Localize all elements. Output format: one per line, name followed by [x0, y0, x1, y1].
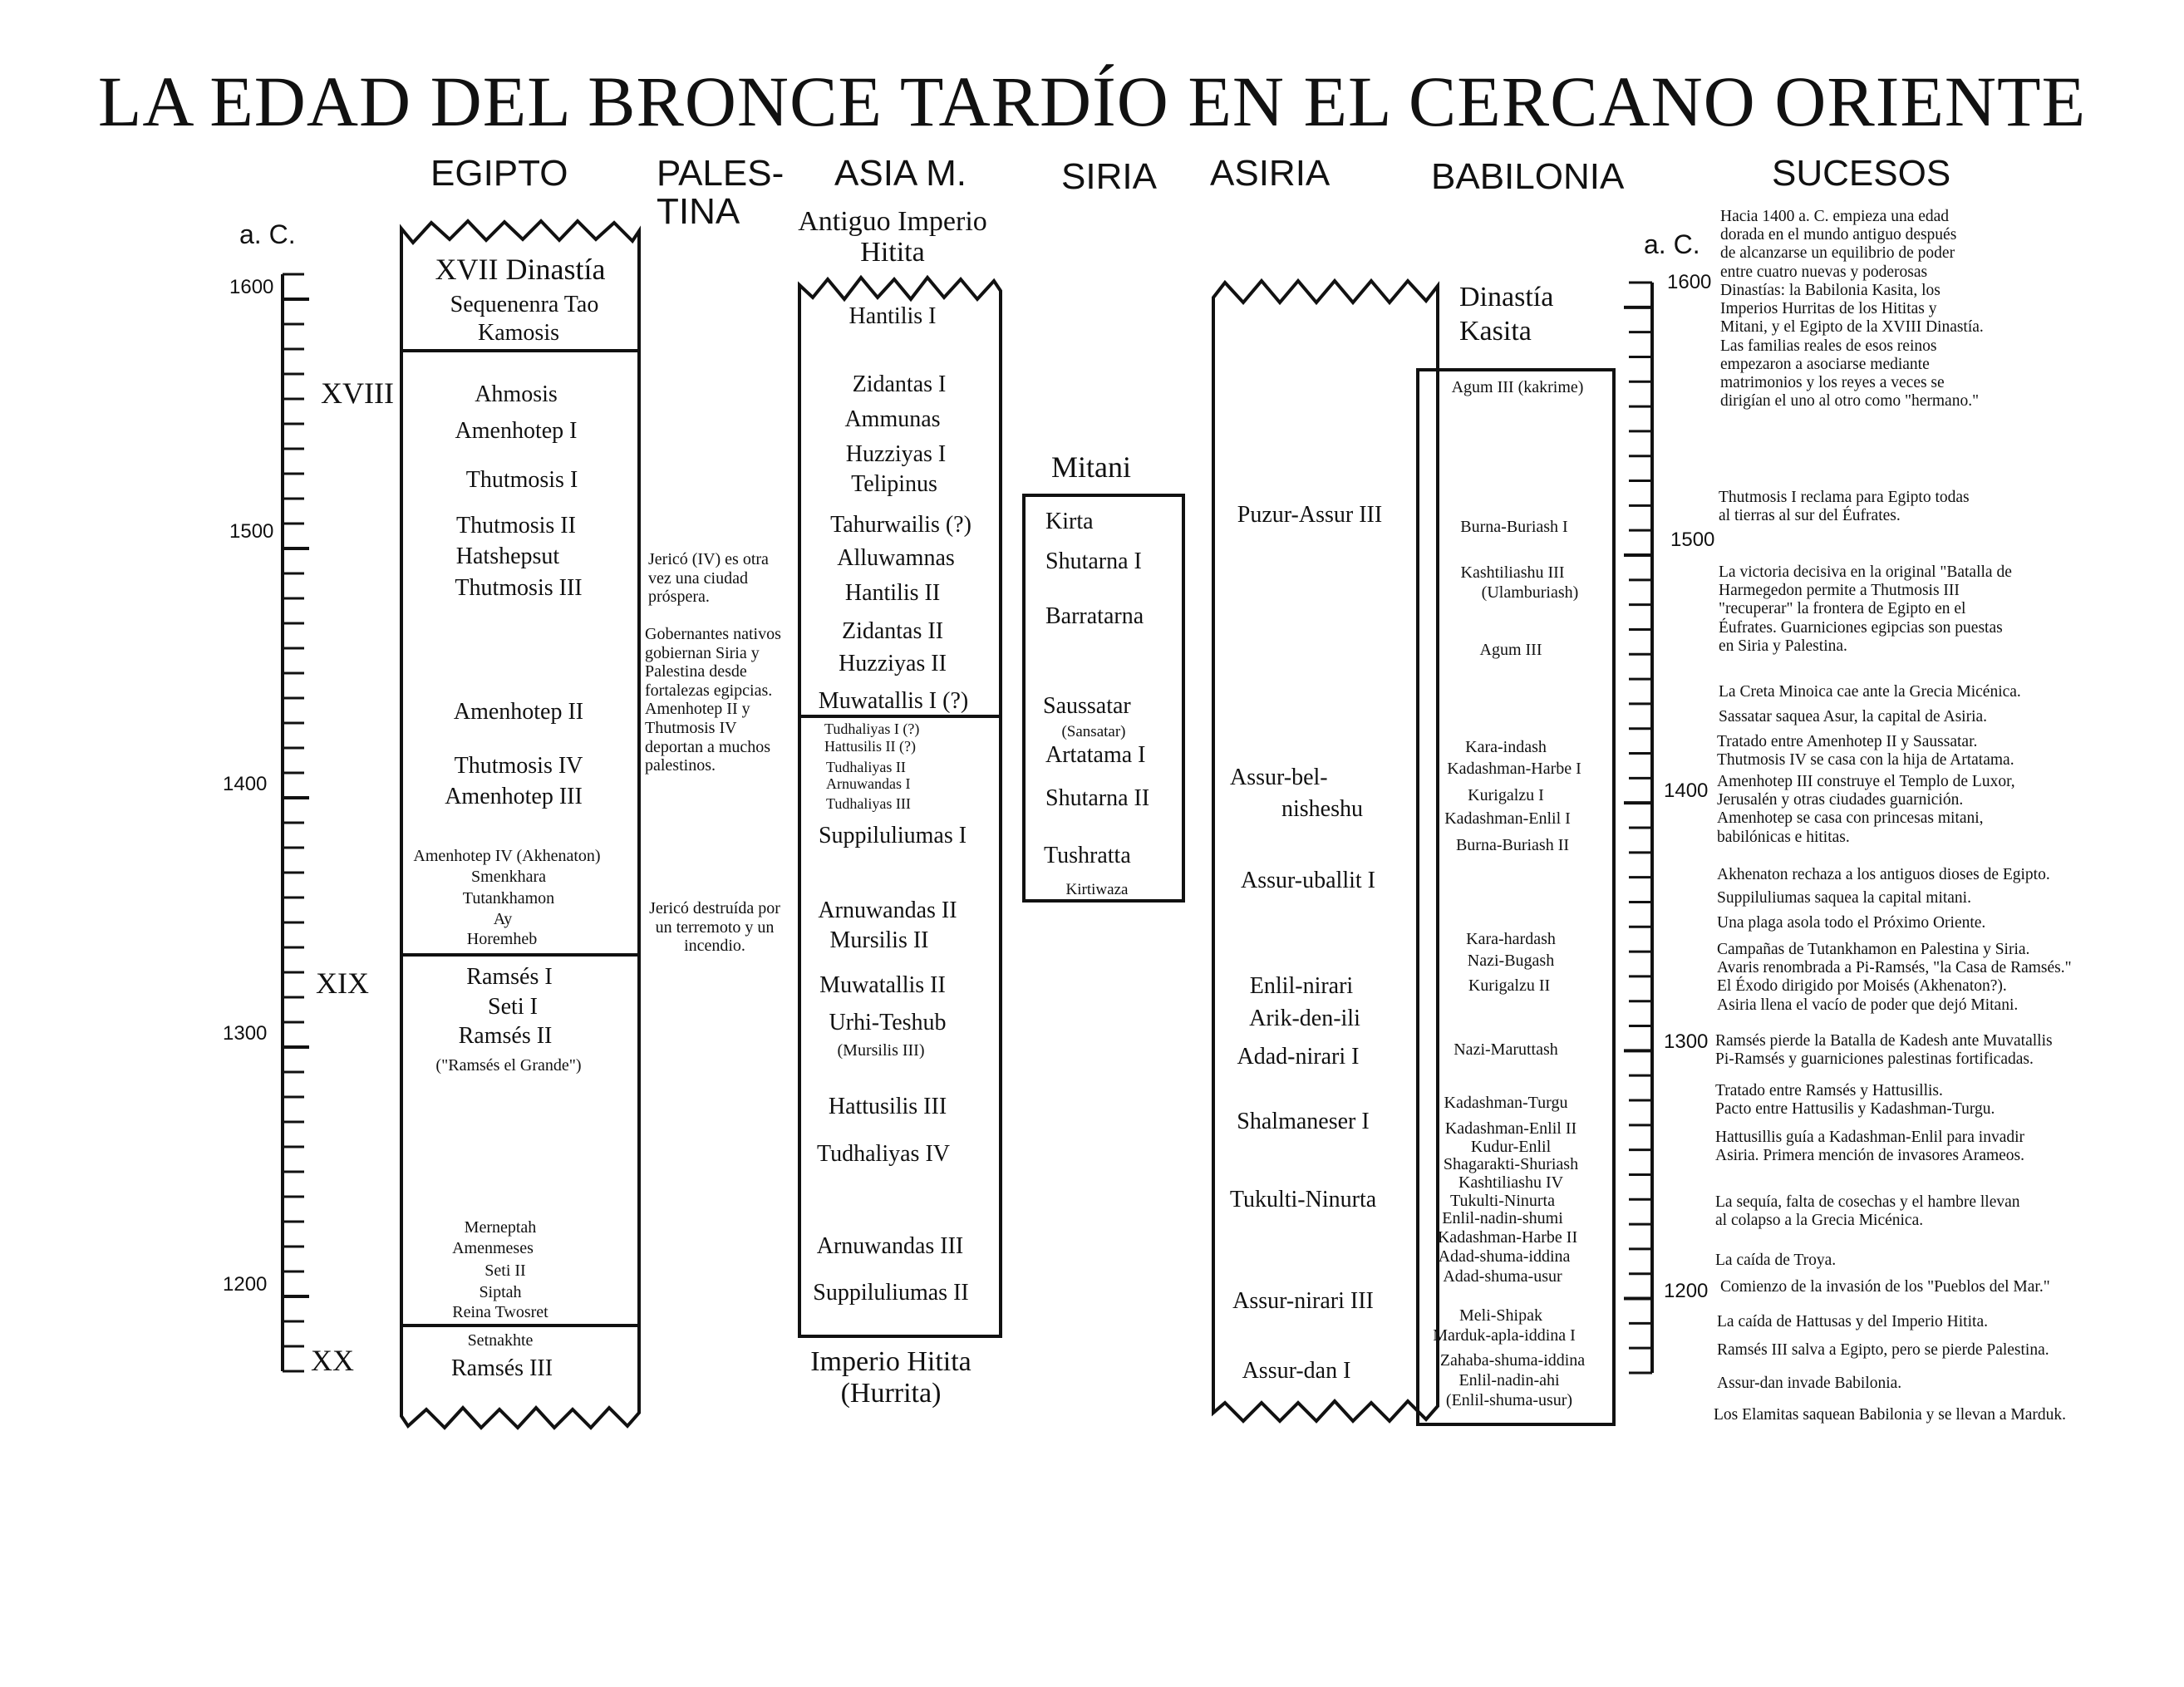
mitanni-ruler-note: (Sansatar)	[1061, 723, 1126, 740]
palestine-note: Gobernantes nativos gobiernan Siria y Palestina desde fortalezas egipcias. Amenhotep II y Thutmosis IV deportan a muchos palestinos.	[645, 625, 781, 775]
column-head-palestine: PALES- TINA	[657, 153, 785, 233]
hittite-ruler: Huzziyas II	[839, 651, 947, 676]
assyria-ruler: Arik-den-ili	[1249, 1006, 1360, 1031]
assyria-ruler: Puzur-Assur III	[1237, 502, 1383, 528]
hittite-ruler-note: (Mursilis III)	[837, 1041, 925, 1060]
event-note: Thutmosis I reclama para Egipto todas al tierras al sur del Éufrates.	[1719, 489, 1970, 525]
hittite-ruler: Hattusilis III	[828, 1094, 947, 1119]
right-time-scale	[1624, 283, 1652, 1373]
babylon-ruler: Enlil-nadin-ahi	[1458, 1371, 1560, 1389]
hittite-ruler-minor: Tudhaliyas II	[826, 759, 906, 775]
event-note: Una plaga asola todo el Próximo Oriente.	[1717, 914, 1986, 932]
event-note: Hacia 1400 a. C. empieza una edad dorada en el mundo antiguo después de alcanzarse un equilibrio de poder entre cuatro nuevas y poderosas Dinastías: la Babilonia Kasita, los Imperios Hurritas de los Hititas y Mitani, y el Egipto de la XVIII Dinastía. Las familias reales de esos reinos empezaron a asociarse mediante matrimonios y los reyes a veces se dirigían el uno al otro como "hermano."	[1720, 208, 1984, 411]
column-head-assyria: ASIRIA	[1210, 153, 1331, 194]
hittite-ruler: Arnuwandas II	[818, 898, 957, 923]
babylon-ruler: Kashtiliashu III	[1460, 563, 1565, 582]
right-tick-label: 1200	[1664, 1280, 1709, 1302]
column-frames	[401, 221, 1614, 1428]
hittite-ruler: Suppiluliumas I	[818, 823, 967, 848]
right-tick-label: 1500	[1670, 529, 1715, 551]
event-note: Los Elamitas saquean Babilonia y se llevan a Marduk.	[1714, 1406, 2067, 1424]
event-note: Akhenaton rechaza a los antiguos dioses de Egipto.	[1717, 866, 2050, 883]
babylon-ruler: Kudur-Enlil	[1470, 1138, 1552, 1156]
egypt-ruler: Ramsés III	[450, 1355, 553, 1381]
hittite-ruler-minor: Tudhaliyas III	[826, 795, 911, 812]
mitanni-ruler: Tushratta	[1044, 843, 1131, 868]
left-axis-unit-label: a. C.	[239, 219, 296, 249]
babylon-ruler: Agum III (kakrime)	[1451, 378, 1584, 396]
babylon-ruler: Kashtiliashu IV	[1458, 1173, 1564, 1192]
hittite-ruler: Tudhaliyas IV	[817, 1141, 950, 1167]
dynasty-mark-xviii: XVIII	[321, 376, 394, 410]
column-head-events: SUCESOS	[1772, 153, 1951, 194]
egypt-ruler: Thutmosis I	[465, 467, 578, 493]
egypt-ruler: Amenhotep III	[445, 784, 583, 809]
event-note: Hattusillis guía a Kadashman-Enlil para invadir Asiria. Primera mención de invasores Arameos.	[1715, 1129, 2025, 1165]
assyria-ruler: Assur-bel-	[1230, 765, 1328, 790]
event-note: Tratado entre Ramsés y Hattusillis. Pacto entre Hattusilis y Kadashman-Turgu.	[1715, 1082, 1995, 1119]
babylon-ruler: Kadashman-Harbe I	[1447, 760, 1581, 778]
mitanni-ruler: Shutarna I	[1045, 548, 1142, 574]
babylon-ruler: Adad-shuma-iddina	[1438, 1247, 1571, 1266]
event-note: Amenhotep III construye el Templo de Luxor, Jerusalén y otras ciudades guarnición. Amenhotep se casa con princesas mitani, babilónicas e hititas.	[1717, 773, 2015, 846]
egypt-ruler: Ramsés II	[458, 1023, 553, 1049]
hittite-ruler-minor: Hattusilis II (?)	[824, 738, 916, 755]
egypt-ruler: Sequenenra Tao	[450, 292, 599, 317]
hittite-ruler: Suppiluliumas II	[813, 1280, 969, 1306]
column-head-babylon: BABILONIA	[1431, 156, 1625, 197]
egypt-ruler: Hatshepsut	[455, 543, 560, 569]
egypt-ruler-minor: Amenmeses	[452, 1239, 534, 1257]
event-note: Ramsés III salva a Egipto, pero se pierde Palestina.	[1717, 1341, 2049, 1359]
egypt-ruler-minor: Seti II	[485, 1262, 526, 1280]
hittite-ruler: Huzziyas I	[845, 441, 947, 467]
egypt-ruler: Thutmosis IV	[454, 753, 583, 779]
hittite-ruler: Urhi-Teshub	[829, 1010, 947, 1035]
right-tick-label: 1300	[1664, 1030, 1709, 1053]
egypt-ruler: Amenhotep I	[455, 418, 578, 444]
egypt-ruler-minor: Setnakhte	[467, 1331, 534, 1350]
babylon-ruler: Kadashman-Enlil I	[1444, 809, 1571, 828]
hittite-ruler: Arnuwandas III	[816, 1233, 964, 1259]
event-note: Suppiluliumas saquea la capital mitani.	[1717, 889, 1971, 907]
assyria-ruler: nisheshu	[1281, 796, 1363, 822]
hittite-ruler: Zidantas I	[852, 371, 947, 397]
page-title: LA EDAD DEL BRONCE TARDÍO EN EL CERCANO ORIENTE	[97, 61, 2087, 141]
babylon-ruler: Kara-hardash	[1466, 930, 1556, 948]
column-head-asia-minor: ASIA M.	[834, 153, 967, 194]
left-tick-label: 1500	[229, 520, 274, 543]
egypt-ruler-minor: Tutankhamon	[462, 889, 555, 907]
mitanni-ruler: Artatama I	[1045, 742, 1146, 768]
hittite-ruler: Zidantas II	[841, 618, 944, 644]
hittite-ruler: Telipinus	[851, 471, 937, 497]
egypt-ruler: Kamosis	[478, 320, 559, 346]
egypt-ruler-note: ("Ramsés el Grande")	[435, 1056, 582, 1075]
babylon-ruler: Kara-indash	[1465, 738, 1547, 756]
palestine-note: Jericó (IV) es otra vez una ciudad próspera.	[648, 550, 769, 607]
babylon-ruler: Marduk-apla-iddina I	[1433, 1326, 1576, 1345]
hittite-bottom-title: Imperio Hitita (Hurrita)	[810, 1346, 971, 1409]
hittite-ruler: Mursilis II	[829, 927, 929, 953]
babylon-ruler: Shagarakti-Shuriash	[1443, 1155, 1579, 1173]
mitanni-ruler: Kirta	[1045, 509, 1094, 534]
egypt-ruler-minor: Siptah	[479, 1283, 522, 1301]
egypt-ruler: Thutmosis II	[456, 513, 576, 539]
babylon-ruler: Zahaba-shuma-iddina	[1439, 1351, 1586, 1370]
babylon-ruler: Agum III	[1479, 641, 1542, 659]
hittite-ruler-minor: Tudhaliyas I (?)	[824, 721, 920, 737]
babylon-ruler: Enlil-nadin-shumi	[1442, 1209, 1563, 1227]
hittite-ruler: Hantilis I	[849, 303, 937, 329]
babylon-ruler: Kadashman-Enlil II	[1444, 1119, 1577, 1138]
egypt-ruler-minor: Reina Twosret	[452, 1303, 548, 1321]
egypt-ruler-minor: Horemheb	[466, 930, 538, 948]
egypt-ruler-minor: Merneptah	[464, 1218, 537, 1237]
babylon-ruler: (Enlil-shuma-usur)	[1445, 1391, 1573, 1409]
babylon-ruler: Kadashman-Harbe II	[1437, 1228, 1578, 1247]
assyria-ruler: Assur-uballit I	[1241, 868, 1375, 893]
assyria-ruler: Adad-nirari I	[1237, 1044, 1360, 1070]
assyria-ruler: Enlil-nirari	[1249, 973, 1354, 999]
egypt-ruler: Thutmosis III	[455, 575, 583, 601]
babylon-ruler: Burna-Buriash II	[1455, 836, 1570, 854]
hittite-ruler: Alluwamnas	[837, 545, 955, 571]
babylon-ruler: Nazi-Bugash	[1467, 952, 1555, 970]
right-axis-unit-label: a. C.	[1644, 229, 1700, 259]
babylon-title: Dinastía Kasita	[1459, 282, 1554, 347]
left-tick-label: 1600	[229, 276, 274, 298]
egypt-ruler: Amenhotep II	[453, 699, 584, 725]
hittite-ruler: Hantilis II	[844, 580, 941, 606]
event-note: La Creta Minoica cae ante la Grecia Micénica.	[1719, 683, 2021, 701]
mitanni-ruler: Shutarna II	[1045, 785, 1150, 811]
event-note: La sequía, falta de cosechas y el hambre llevan al colapso a la Grecia Micénica.	[1715, 1193, 2020, 1230]
babylon-ruler-note: (Ulamburiash)	[1481, 583, 1579, 602]
column-head-syria: SIRIA	[1061, 156, 1157, 197]
left-tick-label: 1200	[223, 1273, 268, 1296]
event-note: La caída de Troya.	[1715, 1252, 1837, 1269]
babylon-ruler: Kurigalzu II	[1468, 976, 1551, 995]
babylon-ruler: Nazi-Maruttash	[1454, 1040, 1558, 1059]
event-note: Tratado entre Amenhotep II y Saussatar. Thutmosis IV se casa con la hija de Artatama.	[1717, 733, 2014, 770]
right-tick-label: 1600	[1667, 271, 1712, 293]
hittite-ruler-minor: Arnuwandas I	[826, 775, 911, 792]
assyria-ruler: Tukulti-Ninurta	[1229, 1187, 1377, 1212]
mitanni-ruler-minor: Kirtiwaza	[1065, 881, 1129, 898]
left-time-scale	[283, 274, 309, 1371]
egypt-ruler-minor: Smenkhara	[471, 868, 546, 886]
hittite-ruler: Ammunas	[844, 406, 941, 432]
event-note: La victoria decisiva en la original "Batalla de Harmegedon permite a Thutmosis III "recuperar" la frontera de Egipto en el Éufrates. Guarniciones egipcias son puestas en Siria y Palestina.	[1719, 563, 2012, 655]
babylon-ruler: Kadashman-Turgu	[1444, 1094, 1568, 1112]
assyria-ruler: Assur-nirari III	[1232, 1288, 1374, 1314]
babylon-ruler: Tukulti-Ninurta	[1450, 1192, 1555, 1210]
assyria-ruler: Assur-dan I	[1242, 1358, 1351, 1384]
right-tick-label: 1400	[1664, 780, 1709, 802]
babylon-ruler: Meli-Shipak	[1459, 1306, 1542, 1325]
egypt-dyn17-title: XVII Dinastía	[435, 253, 606, 286]
egypt-ruler: Seti I	[488, 994, 538, 1020]
mitanni-ruler: Barratarna	[1045, 603, 1144, 629]
mitanni-title: Mitani	[1051, 450, 1131, 484]
egypt-ruler: Ahmosis	[475, 381, 558, 407]
event-note: Campañas de Tutankhamon en Palestina y Siria. Avaris renombrada a Pi-Ramsés, "la Casa de Ramsés." El Éxodo dirigido por Moisés (Akhenaton?). Asiria llena el vacío de poder que dejó Mitani.	[1717, 941, 2072, 1014]
babylon-ruler: Burna-Buriash I	[1460, 518, 1568, 536]
event-note: Ramsés pierde la Batalla de Kadesh ante Muvatallis Pi-Ramsés y guarniciones palestinas fortificadas.	[1715, 1032, 2053, 1069]
egypt-ruler: Ramsés I	[466, 964, 553, 990]
event-note: Assur-dan invade Babilonia.	[1717, 1375, 1902, 1392]
left-tick-label: 1400	[223, 773, 268, 795]
babylon-ruler: Adad-shuma-usur	[1443, 1267, 1562, 1286]
egypt-ruler-minor: Ay	[493, 910, 513, 928]
event-note: Comienzo de la invasión de los "Pueblos del Mar."	[1720, 1278, 2050, 1296]
assyria-ruler: Shalmaneser I	[1237, 1109, 1370, 1134]
dynasty-mark-xx: XX	[311, 1344, 354, 1377]
mitanni-ruler: Saussatar	[1043, 693, 1131, 719]
palestine-note: Jericó destruída por un terremoto y un incendio.	[649, 899, 780, 956]
hittite-ruler: Muwatallis I (?)	[818, 688, 969, 714]
hittite-ruler: Muwatallis II	[819, 972, 946, 998]
left-tick-label: 1300	[223, 1022, 268, 1045]
event-note: La caída de Hattusas y del Imperio Hitita.	[1717, 1313, 1988, 1330]
egypt-ruler-minor: Amenhotep IV (Akhenaton)	[413, 847, 601, 865]
hittite-ruler: Tahurwailis (?)	[830, 512, 971, 538]
event-note: Sassatar saquea Asur, la capital de Asiria.	[1719, 708, 1988, 725]
babylon-ruler: Kurigalzu I	[1468, 786, 1544, 804]
assyria-column-frame	[1213, 281, 1438, 1421]
hittite-top-title: Antiguo Imperio Hitita	[798, 206, 987, 268]
column-head-egypt: EGIPTO	[430, 153, 568, 194]
dynasty-mark-xix: XIX	[316, 966, 369, 1000]
